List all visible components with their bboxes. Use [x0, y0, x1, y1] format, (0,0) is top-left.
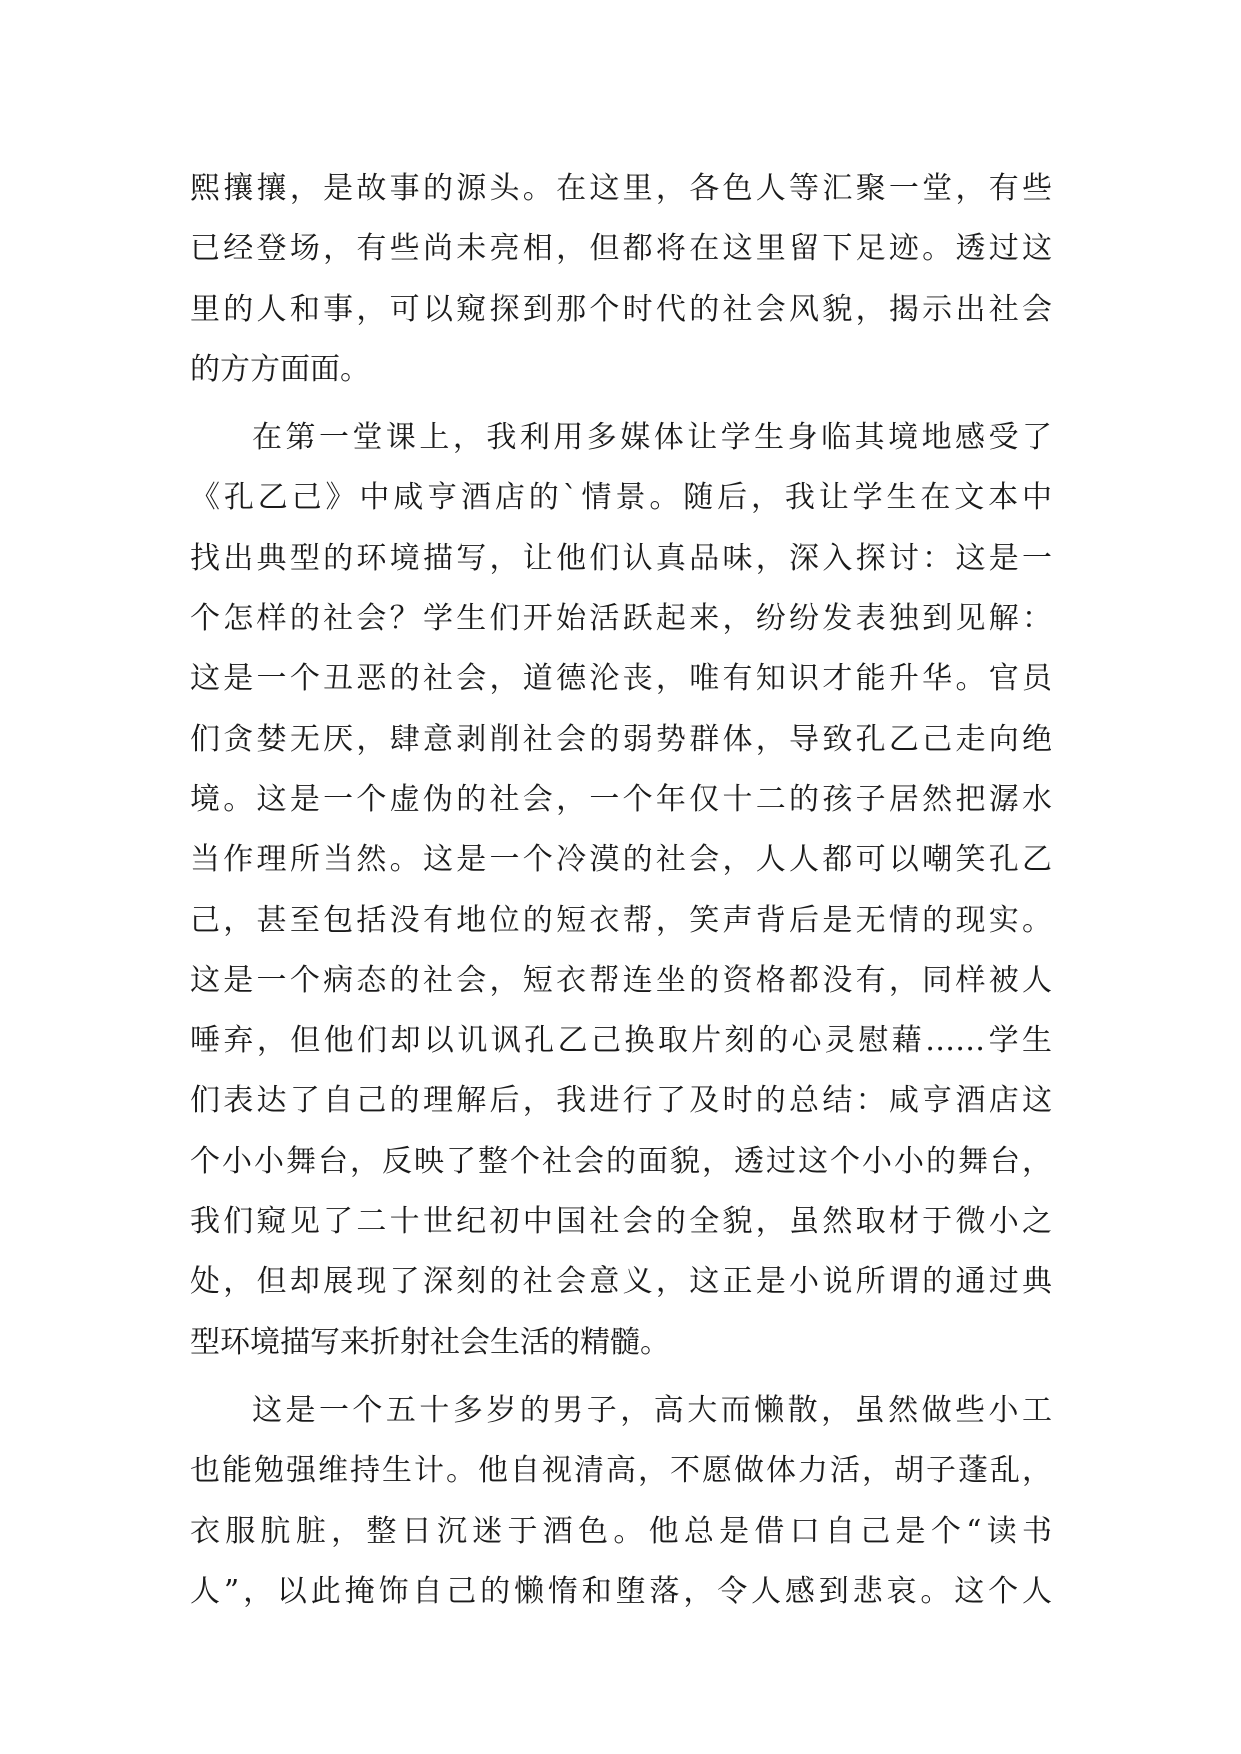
text-line: 个小小舞台，反映了整个社会的面貌，透过这个小小的舞台，: [190, 1143, 1052, 1179]
text-line: 们贪婪无厌，肆意剥削社会的弱势群体，导致孔乙己走向绝: [190, 721, 1052, 757]
text-line: 境。这是一个虚伪的社会，一个年仅十二的孩子居然把潺水: [190, 781, 1052, 817]
paragraph: [190, 408, 1052, 1373]
text-line: 处，但却展现了深刻的社会意义，这正是小说所谓的通过典: [190, 1264, 1052, 1300]
body-text: [190, 159, 1052, 1622]
text-line: 人”，以此掩饰自己的懒惰和堕落，令人感到悲哀。这个人: [190, 1573, 1052, 1609]
text-line: 的方方面面。: [190, 351, 370, 387]
text-line: 当作理所当然。这是一个冷漠的社会，人人都可以嘲笑孔乙: [190, 842, 1052, 878]
paragraph: [190, 1381, 1052, 1622]
text-line: 型环境描写来折射社会生活的精髓。: [190, 1324, 670, 1360]
text-line: 里的人和事，可以窥探到那个时代的社会风貌，揭示出社会: [190, 291, 1052, 327]
text-line: 己，甚至包括没有地位的短衣帮，笑声背后是无情的现实。: [190, 902, 1052, 938]
text-line: 这是一个病态的社会，短衣帮连坐的资格都没有，同样被人: [190, 962, 1052, 998]
text-line: 熙攘攘，是故事的源头。在这里，各色人等汇聚一堂，有些: [190, 171, 1052, 206]
text-line: 这是一个五十多岁的男子，高大而懒散，虽然做些小工: [252, 1392, 1052, 1428]
text-line: 我们窥见了二十世纪初中国社会的全貌，虽然取材于微小之: [190, 1204, 1052, 1240]
text-line: 找出典型的环境描写，让他们认真品味，深入探讨：这是一: [190, 540, 1052, 576]
text-line: 个怎样的社会？学生们开始活跃起来，纷纷发表独到见解：: [190, 601, 1052, 637]
text-line: 们表达了自己的理解后，我进行了及时的总结：咸亨酒店这: [190, 1083, 1052, 1119]
text-line: 已经登场，有些尚未亮相，但都将在这里留下足迹。透过这: [190, 231, 1052, 267]
text-line: 唾弃，但他们却以讥讽孔乙己换取片刻的心灵慰藉……学生: [190, 1023, 1052, 1059]
text-line: 衣服肮脏，整日沉迷于酒色。他总是借口自己是个“读书: [190, 1513, 1052, 1549]
text-line: 这是一个丑恶的社会，道德沦丧，唯有知识才能升华。官员: [190, 661, 1052, 697]
text-line: 《孔乙己》中咸亨酒店的`情景。随后，我让学生在文本中: [190, 480, 1052, 516]
paragraph: [190, 159, 1052, 400]
text-line: 在第一堂课上，我利用多媒体让学生身临其境地感受了: [252, 420, 1052, 456]
text-line: 也能勉强维持生计。他自视清高，不愿做体力活，胡子蓬乱，: [190, 1453, 1052, 1489]
